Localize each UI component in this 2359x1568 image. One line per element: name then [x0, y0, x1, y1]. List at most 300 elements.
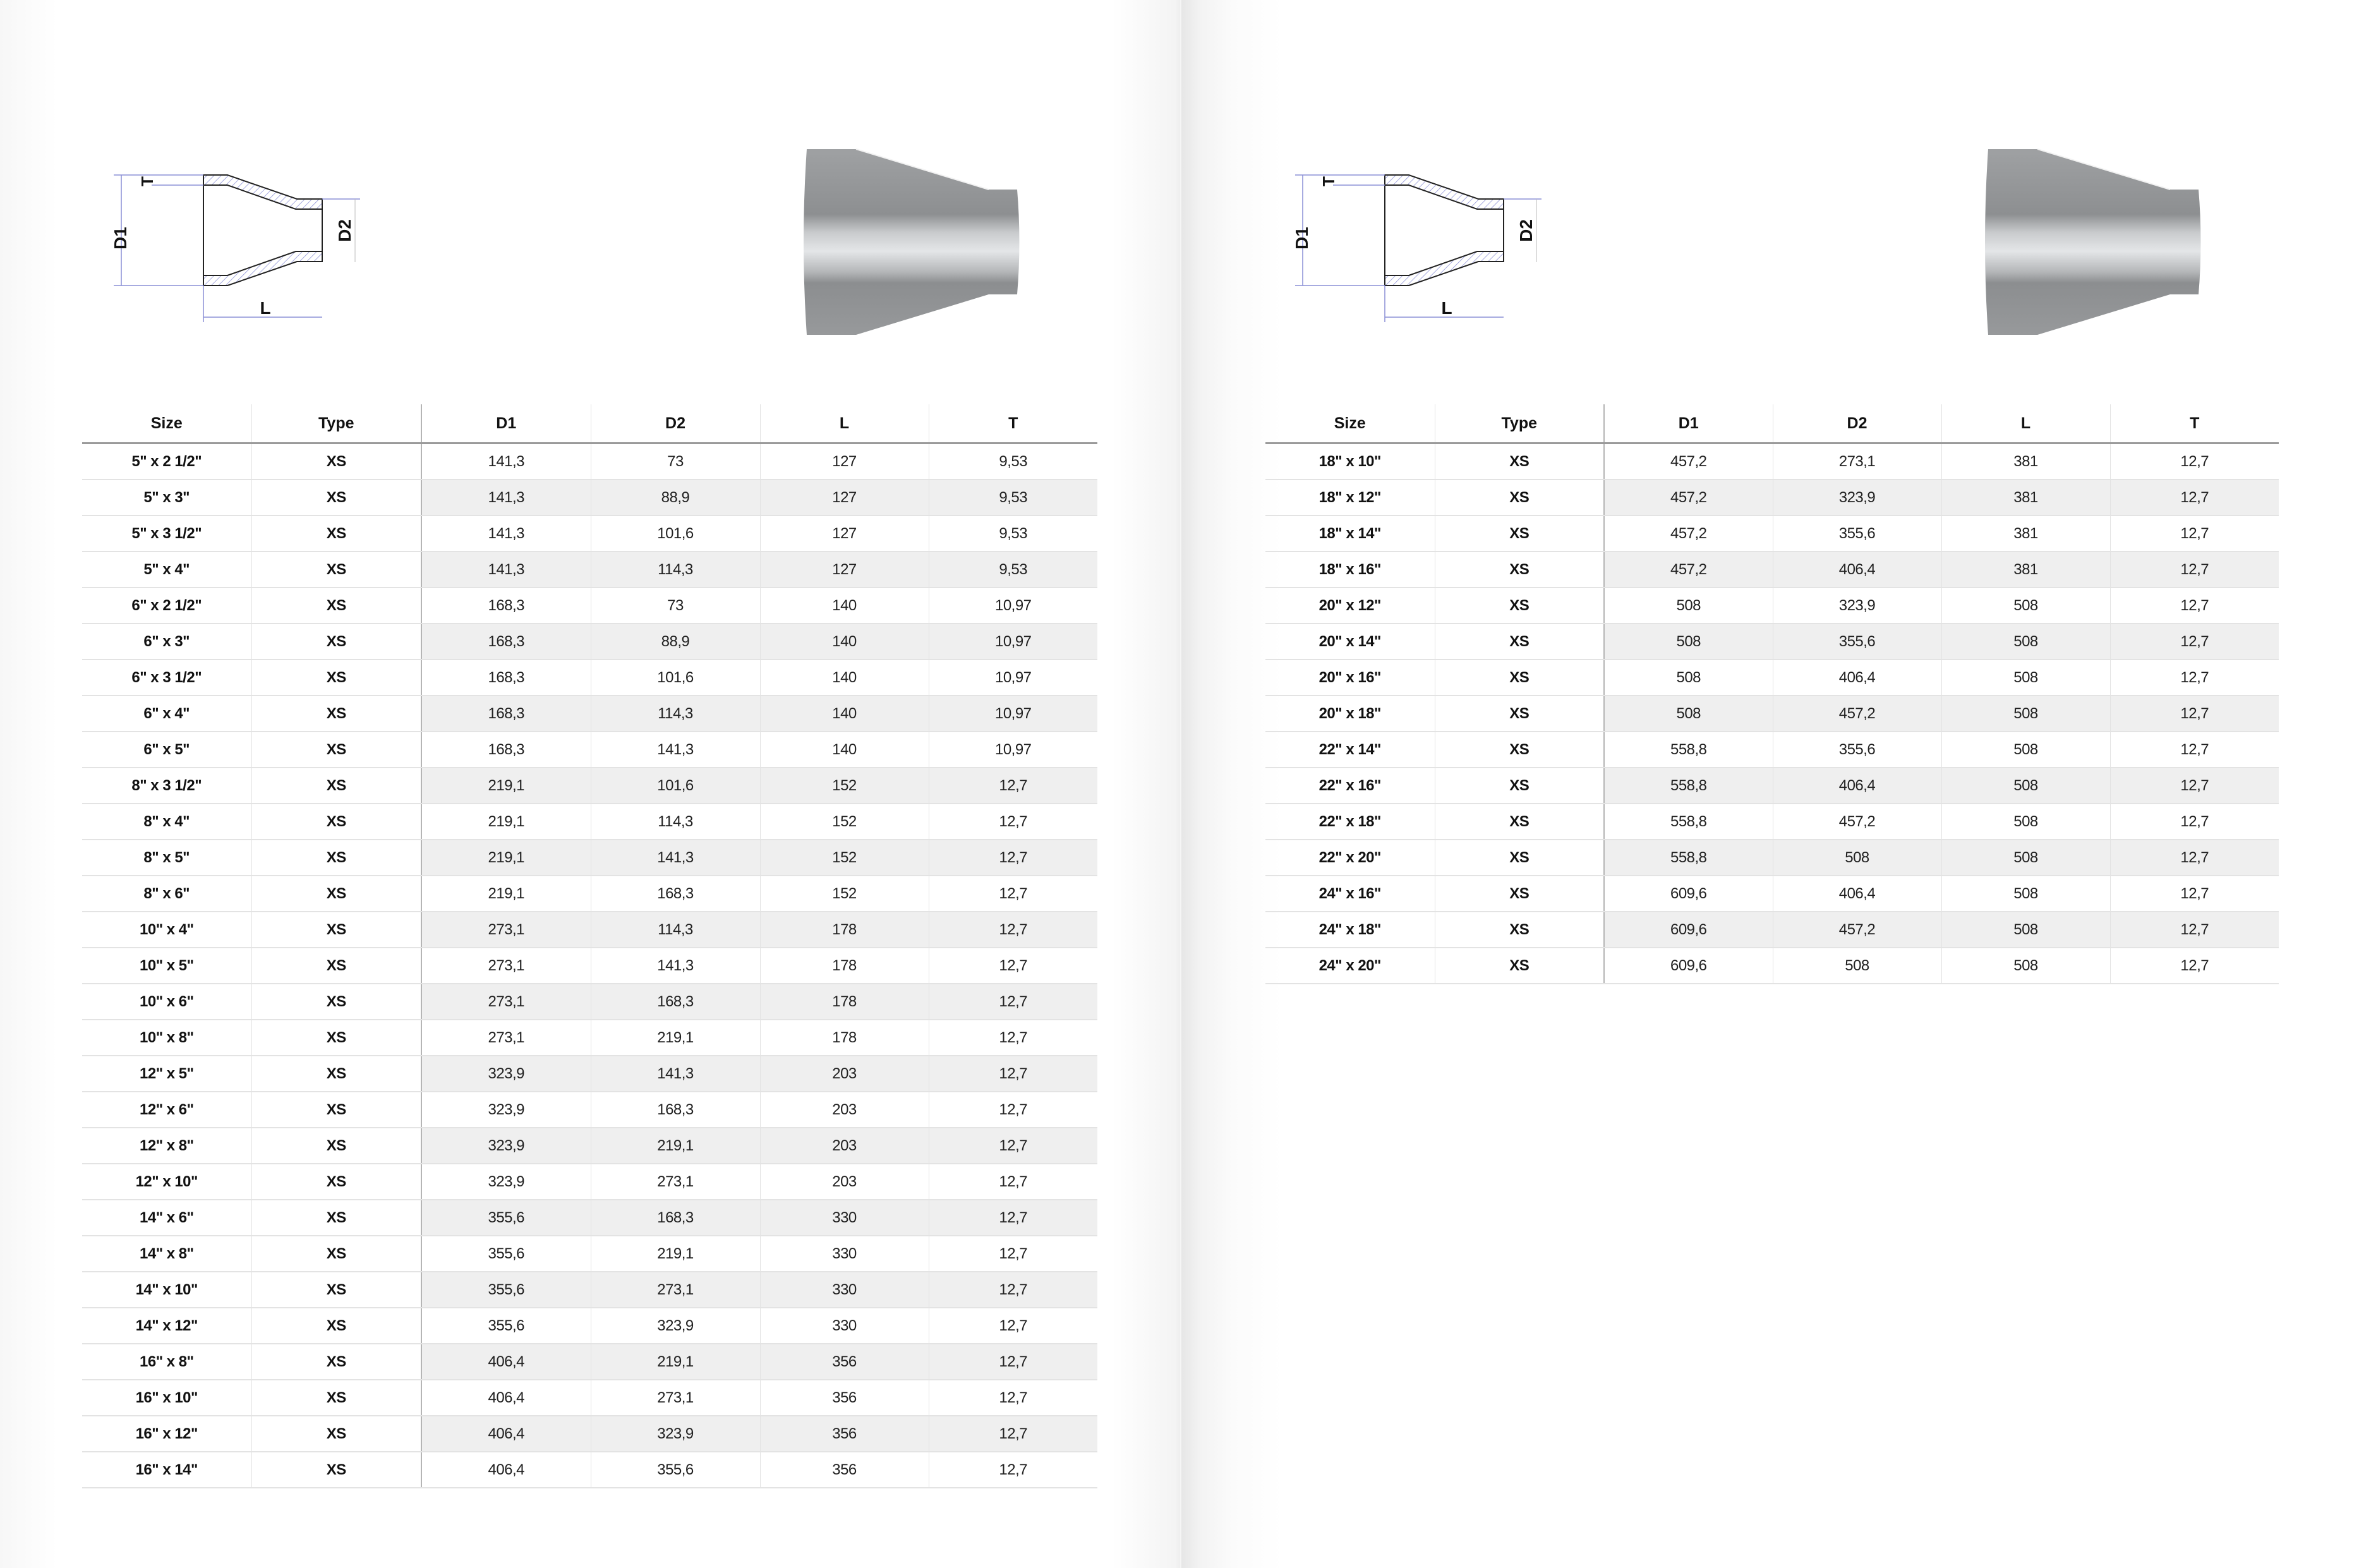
cell-l: 178: [760, 984, 929, 1020]
cell-d2: 114,3: [591, 552, 760, 588]
cell-t: 12,7: [2110, 804, 2279, 840]
cell-size: 12" x 10": [82, 1164, 251, 1200]
cell-d2: 457,2: [1773, 804, 1941, 840]
cell-d1: 273,1: [421, 1020, 591, 1056]
cell-size: 6" x 5": [82, 732, 251, 768]
label-l: L: [1441, 298, 1452, 318]
cell-type: XS: [251, 1092, 421, 1128]
label-l: L: [260, 298, 271, 318]
cell-t: 9,53: [929, 552, 1097, 588]
header-d2: D2: [1773, 404, 1941, 443]
header-t: T: [2110, 404, 2279, 443]
label-d1: D1: [111, 227, 130, 250]
cell-d2: 88,9: [591, 479, 760, 516]
table-row: [82, 1416, 1097, 1452]
cell-d2: 168,3: [591, 876, 760, 912]
cell-size: 22" x 14": [1265, 732, 1435, 768]
cell-t: 12,7: [2110, 912, 2279, 948]
cell-size: 16" x 12": [82, 1416, 251, 1452]
cell-t: 12,7: [929, 1092, 1097, 1128]
cell-d2: 323,9: [1773, 588, 1941, 624]
table-row: [82, 840, 1097, 876]
cell-d1: 323,9: [421, 1056, 591, 1092]
cell-type: XS: [251, 948, 421, 984]
label-d2: D2: [335, 219, 354, 242]
cell-d1: 168,3: [421, 624, 591, 660]
cell-l: 508: [1941, 732, 2110, 768]
table-row: [1265, 479, 2279, 516]
cell-d1: 323,9: [421, 1092, 591, 1128]
cell-l: 508: [1941, 660, 2110, 696]
table-row: [1265, 443, 2279, 480]
cell-d2: 273,1: [591, 1164, 760, 1200]
cell-size: 5" x 3": [82, 479, 251, 516]
cell-type: XS: [251, 479, 421, 516]
cell-d1: 558,8: [1604, 804, 1773, 840]
cell-d2: 141,3: [591, 948, 760, 984]
cell-d1: 508: [1604, 588, 1773, 624]
cell-type: XS: [251, 624, 421, 660]
cell-type: XS: [251, 1020, 421, 1056]
cell-t: 12,7: [929, 876, 1097, 912]
table-row: [82, 732, 1097, 768]
table-row: [1265, 552, 2279, 588]
cell-d2: 323,9: [591, 1416, 760, 1452]
cell-l: 508: [1941, 840, 2110, 876]
cell-t: 10,97: [929, 588, 1097, 624]
cell-t: 12,7: [2110, 840, 2279, 876]
cell-d1: 168,3: [421, 696, 591, 732]
cell-d1: 508: [1604, 660, 1773, 696]
table-row: [82, 443, 1097, 480]
cell-d1: 457,2: [1604, 552, 1773, 588]
table-row: [82, 479, 1097, 516]
cell-l: 508: [1941, 912, 2110, 948]
cell-size: 6" x 4": [82, 696, 251, 732]
cell-t: 12,7: [929, 948, 1097, 984]
header-type: Type: [1435, 404, 1604, 443]
table-row: [82, 1236, 1097, 1272]
cell-l: 381: [1941, 516, 2110, 552]
cell-l: 127: [760, 516, 929, 552]
cell-l: 140: [760, 696, 929, 732]
cell-type: XS: [1435, 660, 1604, 696]
cell-t: 12,7: [2110, 516, 2279, 552]
cell-size: 22" x 18": [1265, 804, 1435, 840]
table-row: [82, 768, 1097, 804]
cell-d1: 406,4: [421, 1344, 591, 1380]
cell-type: XS: [251, 804, 421, 840]
cell-d2: 219,1: [591, 1236, 760, 1272]
cell-type: XS: [251, 984, 421, 1020]
cell-size: 22" x 16": [1265, 768, 1435, 804]
cell-type: XS: [251, 840, 421, 876]
cell-d1: 273,1: [421, 948, 591, 984]
cell-t: 10,97: [929, 660, 1097, 696]
cell-l: 127: [760, 479, 929, 516]
cell-d2: 114,3: [591, 696, 760, 732]
cell-l: 356: [760, 1344, 929, 1380]
table-row: [82, 1164, 1097, 1200]
cell-d2: 168,3: [591, 984, 760, 1020]
cell-d1: 355,6: [421, 1272, 591, 1308]
cell-l: 127: [760, 443, 929, 480]
cell-size: 20" x 14": [1265, 624, 1435, 660]
cell-d2: 355,6: [591, 1452, 760, 1488]
cell-t: 10,97: [929, 732, 1097, 768]
cell-d1: 558,8: [1604, 768, 1773, 804]
cell-t: 9,53: [929, 443, 1097, 480]
cell-t: 12,7: [929, 1128, 1097, 1164]
cell-type: XS: [251, 1452, 421, 1488]
spec-table-right: [1265, 404, 2279, 984]
cell-d2: 273,1: [591, 1272, 760, 1308]
spec-table-left: [82, 404, 1097, 1488]
table-row: [82, 1452, 1097, 1488]
cell-d2: 323,9: [591, 1308, 760, 1344]
table-row: [82, 660, 1097, 696]
cell-type: XS: [1435, 696, 1604, 732]
cell-type: XS: [251, 552, 421, 588]
cell-l: 508: [1941, 588, 2110, 624]
cell-d2: 73: [591, 588, 760, 624]
cell-l: 508: [1941, 948, 2110, 984]
cell-l: 203: [760, 1092, 929, 1128]
cell-l: 508: [1941, 804, 2110, 840]
cell-d1: 508: [1604, 696, 1773, 732]
table-row: [1265, 732, 2279, 768]
cell-d1: 457,2: [1604, 443, 1773, 480]
cell-l: 508: [1941, 768, 2110, 804]
cell-t: 12,7: [929, 768, 1097, 804]
cell-t: 9,53: [929, 516, 1097, 552]
cell-size: 18" x 14": [1265, 516, 1435, 552]
cell-l: 178: [760, 948, 929, 984]
cell-size: 8" x 3 1/2": [82, 768, 251, 804]
cell-l: 356: [760, 1416, 929, 1452]
cell-size: 5" x 4": [82, 552, 251, 588]
cell-t: 12,7: [929, 840, 1097, 876]
cell-l: 152: [760, 876, 929, 912]
cell-l: 508: [1941, 696, 2110, 732]
cell-d1: 168,3: [421, 732, 591, 768]
label-d2: D2: [1516, 219, 1536, 242]
table-row: [1265, 840, 2279, 876]
cell-size: 22" x 20": [1265, 840, 1435, 876]
table-row: [1265, 516, 2279, 552]
cell-size: 5" x 3 1/2": [82, 516, 251, 552]
cell-d2: 101,6: [591, 768, 760, 804]
cell-type: XS: [1435, 768, 1604, 804]
cell-size: 16" x 10": [82, 1380, 251, 1416]
cell-type: XS: [251, 660, 421, 696]
header-size: Size: [1265, 404, 1435, 443]
reducer-3d-render: [1981, 144, 2233, 340]
cell-t: 12,7: [2110, 948, 2279, 984]
cell-size: 6" x 2 1/2": [82, 588, 251, 624]
cell-type: XS: [251, 1236, 421, 1272]
cell-d2: 508: [1773, 948, 1941, 984]
cell-l: 203: [760, 1164, 929, 1200]
cell-d2: 406,4: [1773, 552, 1941, 588]
cell-type: XS: [1435, 479, 1604, 516]
cell-t: 10,97: [929, 696, 1097, 732]
cell-l: 381: [1941, 443, 2110, 480]
cell-type: XS: [1435, 876, 1604, 912]
cell-size: 18" x 12": [1265, 479, 1435, 516]
header-t: T: [929, 404, 1097, 443]
cell-type: XS: [1435, 840, 1604, 876]
cell-t: 12,7: [2110, 696, 2279, 732]
cell-size: 20" x 18": [1265, 696, 1435, 732]
cell-l: 330: [760, 1308, 929, 1344]
table-row: [82, 1344, 1097, 1380]
cell-d1: 141,3: [421, 443, 591, 480]
table-body-right: [1265, 443, 2279, 984]
cell-d1: 323,9: [421, 1164, 591, 1200]
header-d2: D2: [591, 404, 760, 443]
table-row: [82, 1056, 1097, 1092]
cell-type: XS: [251, 876, 421, 912]
cell-type: XS: [1435, 912, 1604, 948]
cell-d1: 141,3: [421, 516, 591, 552]
cell-size: 18" x 16": [1265, 552, 1435, 588]
cell-d1: 558,8: [1604, 840, 1773, 876]
cell-l: 381: [1941, 552, 2110, 588]
cell-t: 12,7: [2110, 588, 2279, 624]
table-row: [82, 912, 1097, 948]
cell-l: 140: [760, 588, 929, 624]
table-row: [1265, 876, 2279, 912]
cell-l: 178: [760, 1020, 929, 1056]
cell-l: 356: [760, 1380, 929, 1416]
cell-type: XS: [251, 1344, 421, 1380]
cell-d1: 457,2: [1604, 479, 1773, 516]
table-row: [82, 804, 1097, 840]
table-header-row: [1265, 404, 2279, 443]
table-row: [1265, 912, 2279, 948]
cell-type: XS: [251, 696, 421, 732]
cell-t: 12,7: [929, 1236, 1097, 1272]
table-row: [1265, 768, 2279, 804]
cell-t: 12,7: [929, 1416, 1097, 1452]
cell-type: XS: [251, 768, 421, 804]
cell-type: XS: [251, 443, 421, 480]
cell-type: XS: [1435, 804, 1604, 840]
cell-d2: 355,6: [1773, 732, 1941, 768]
label-d1: D1: [1292, 227, 1312, 250]
cell-t: 12,7: [2110, 660, 2279, 696]
cell-type: XS: [251, 912, 421, 948]
cell-l: 508: [1941, 876, 2110, 912]
table-body-left: [82, 443, 1097, 1488]
cell-d2: 101,6: [591, 660, 760, 696]
cell-d1: 273,1: [421, 912, 591, 948]
cell-t: 12,7: [929, 1380, 1097, 1416]
cell-type: XS: [1435, 552, 1604, 588]
cell-d2: 73: [591, 443, 760, 480]
cell-d1: 141,3: [421, 479, 591, 516]
cell-size: 16" x 14": [82, 1452, 251, 1488]
table-row: [82, 624, 1097, 660]
table-row: [1265, 948, 2279, 984]
cell-t: 12,7: [929, 804, 1097, 840]
cell-t: 9,53: [929, 479, 1097, 516]
cell-d1: 355,6: [421, 1236, 591, 1272]
cell-d2: 219,1: [591, 1020, 760, 1056]
cell-t: 12,7: [929, 1200, 1097, 1236]
table-row: [82, 552, 1097, 588]
header-size: Size: [82, 404, 251, 443]
cell-size: 12" x 5": [82, 1056, 251, 1092]
cell-d1: 355,6: [421, 1308, 591, 1344]
cell-l: 203: [760, 1128, 929, 1164]
cell-size: 8" x 4": [82, 804, 251, 840]
cell-t: 12,7: [2110, 552, 2279, 588]
cell-size: 14" x 8": [82, 1236, 251, 1272]
cell-l: 330: [760, 1236, 929, 1272]
cell-d2: 168,3: [591, 1200, 760, 1236]
cell-t: 12,7: [2110, 732, 2279, 768]
cell-l: 356: [760, 1452, 929, 1488]
cell-d1: 609,6: [1604, 948, 1773, 984]
cell-d1: 219,1: [421, 768, 591, 804]
cell-size: 24" x 16": [1265, 876, 1435, 912]
cell-d2: 457,2: [1773, 696, 1941, 732]
table-row: [1265, 624, 2279, 660]
cell-size: 10" x 8": [82, 1020, 251, 1056]
cell-t: 10,97: [929, 624, 1097, 660]
cell-type: XS: [251, 1128, 421, 1164]
cell-type: XS: [251, 1308, 421, 1344]
reducer-technical-drawing: [1289, 167, 1579, 357]
cell-d2: 114,3: [591, 804, 760, 840]
cell-t: 12,7: [2110, 876, 2279, 912]
cell-d1: 168,3: [421, 660, 591, 696]
cell-d1: 219,1: [421, 804, 591, 840]
cell-d1: 323,9: [421, 1128, 591, 1164]
table-row: [82, 516, 1097, 552]
header-l: L: [760, 404, 929, 443]
cell-type: XS: [1435, 588, 1604, 624]
cell-t: 12,7: [2110, 768, 2279, 804]
cell-size: 18" x 10": [1265, 443, 1435, 480]
cell-size: 14" x 10": [82, 1272, 251, 1308]
cell-d2: 406,4: [1773, 876, 1941, 912]
cell-d2: 141,3: [591, 840, 760, 876]
cell-d1: 406,4: [421, 1380, 591, 1416]
cell-d2: 141,3: [591, 732, 760, 768]
cell-size: 10" x 5": [82, 948, 251, 984]
reducer-3d-render: [799, 144, 1052, 340]
cell-d2: 457,2: [1773, 912, 1941, 948]
cell-size: 12" x 6": [82, 1092, 251, 1128]
table-row: [82, 1200, 1097, 1236]
table-row: [1265, 588, 2279, 624]
cell-d2: 508: [1773, 840, 1941, 876]
cell-type: XS: [251, 732, 421, 768]
table-row: [82, 948, 1097, 984]
header-type: Type: [251, 404, 421, 443]
cell-d2: 141,3: [591, 1056, 760, 1092]
cell-type: XS: [1435, 624, 1604, 660]
cell-t: 12,7: [2110, 479, 2279, 516]
cell-l: 508: [1941, 624, 2110, 660]
cell-size: 8" x 5": [82, 840, 251, 876]
cell-size: 10" x 6": [82, 984, 251, 1020]
cell-size: 14" x 6": [82, 1200, 251, 1236]
cell-l: 330: [760, 1272, 929, 1308]
table-row: [82, 588, 1097, 624]
cell-d1: 168,3: [421, 588, 591, 624]
cell-t: 12,7: [2110, 443, 2279, 480]
cell-size: 5" x 2 1/2": [82, 443, 251, 480]
cell-d2: 355,6: [1773, 516, 1941, 552]
cell-d1: 457,2: [1604, 516, 1773, 552]
cell-d1: 558,8: [1604, 732, 1773, 768]
table-row: [82, 1308, 1097, 1344]
cell-l: 140: [760, 624, 929, 660]
cell-type: XS: [251, 1416, 421, 1452]
cell-l: 152: [760, 804, 929, 840]
cell-type: XS: [251, 588, 421, 624]
cell-type: XS: [251, 1272, 421, 1308]
cell-t: 12,7: [929, 1452, 1097, 1488]
table-header-row: [82, 404, 1097, 443]
cell-size: 20" x 16": [1265, 660, 1435, 696]
cell-d2: 219,1: [591, 1128, 760, 1164]
cell-d2: 101,6: [591, 516, 760, 552]
cell-size: 20" x 12": [1265, 588, 1435, 624]
cell-l: 140: [760, 660, 929, 696]
table-row: [82, 1272, 1097, 1308]
table-row: [82, 1020, 1097, 1056]
cell-d1: 273,1: [421, 984, 591, 1020]
label-t: T: [138, 176, 157, 186]
cell-type: XS: [251, 1056, 421, 1092]
cell-d2: 219,1: [591, 1344, 760, 1380]
cell-d1: 141,3: [421, 552, 591, 588]
cell-d1: 219,1: [421, 876, 591, 912]
cell-d2: 355,6: [1773, 624, 1941, 660]
cell-t: 12,7: [929, 984, 1097, 1020]
cell-l: 152: [760, 840, 929, 876]
cell-l: 140: [760, 732, 929, 768]
cell-d2: 406,4: [1773, 768, 1941, 804]
header-d1: D1: [1604, 404, 1773, 443]
cell-size: 24" x 18": [1265, 912, 1435, 948]
table-row: [1265, 804, 2279, 840]
cell-type: XS: [1435, 732, 1604, 768]
table-row: [82, 1092, 1097, 1128]
cell-size: 6" x 3 1/2": [82, 660, 251, 696]
cell-t: 12,7: [929, 1308, 1097, 1344]
table-row: [82, 876, 1097, 912]
cell-size: 16" x 8": [82, 1344, 251, 1380]
cell-type: XS: [251, 1380, 421, 1416]
cell-d1: 508: [1604, 624, 1773, 660]
table-row: [82, 696, 1097, 732]
table-row: [1265, 660, 2279, 696]
header-d1: D1: [421, 404, 591, 443]
table-row: [82, 984, 1097, 1020]
table-row: [1265, 696, 2279, 732]
cell-type: XS: [1435, 516, 1604, 552]
cell-size: 10" x 4": [82, 912, 251, 948]
table-row: [82, 1380, 1097, 1416]
cell-t: 12,7: [929, 1020, 1097, 1056]
cell-type: XS: [1435, 948, 1604, 984]
